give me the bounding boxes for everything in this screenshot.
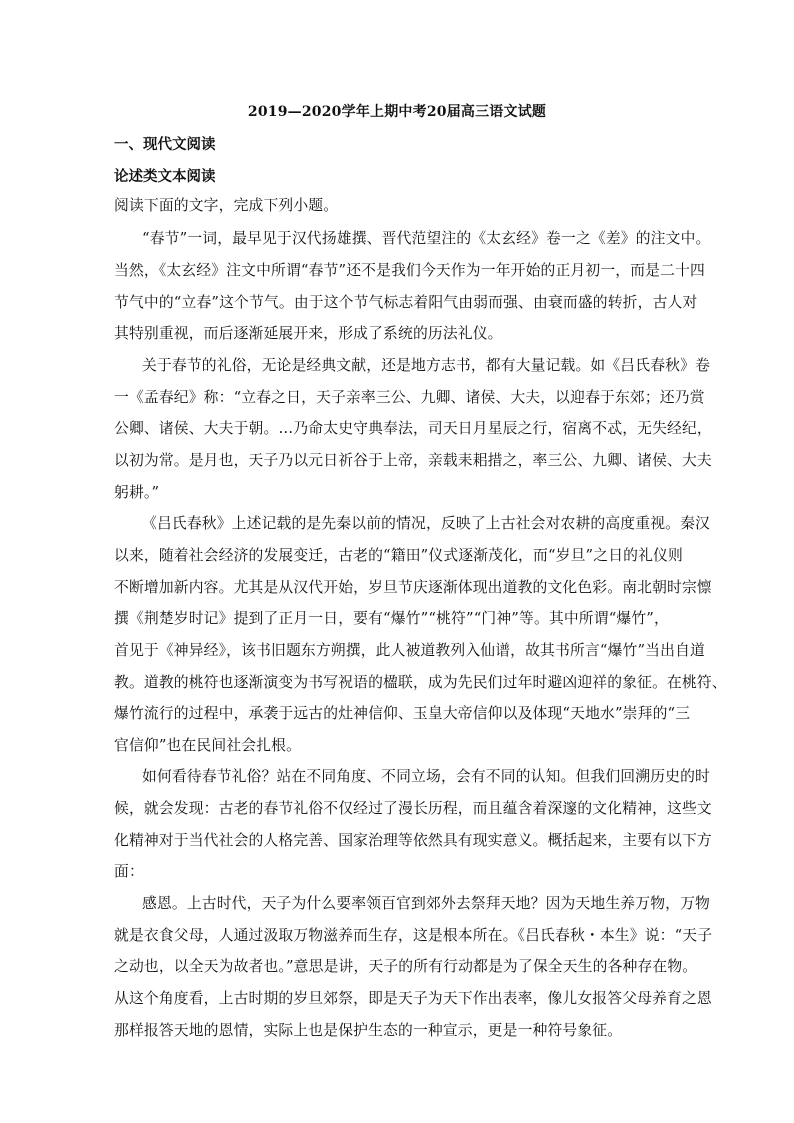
text-line: 其特别重视，而后逐渐延展开来，形成了系统的历法礼仪。 xyxy=(114,325,503,342)
text-line: “春节”一词，最早见于汉代扬雄撰、晋代范望注的《太玄经》卷一之《差》的注文中。 xyxy=(142,230,711,247)
text-line: 之动也，以全天为故者也。”意思是讲，天子的所有行动都是为了保全天生的各种存在物。 xyxy=(114,958,698,975)
text-line: 当然，《太玄经》注文中所谓“春节”还不是我们今天作为一年开始的正月初一，而是二十四 xyxy=(114,262,705,279)
text-line: 化精神对于当代社会的人格完善、国家治理等依然具有现实意义。概括起来，主要有以下方 xyxy=(114,832,712,849)
text-line: 如何看待春节礼俗？站在不同角度、不同立场，会有不同的认知。但我们回溯历史的时 xyxy=(142,768,710,785)
text-line: 一《孟春纪》称：“立春之日，天子亲率三公、九卿、诸侯、大夫，以迎春于东郊；还乃赏 xyxy=(114,389,705,406)
text-line: 官信仰”也在民间社会扎根。 xyxy=(114,737,302,754)
text-line: 不断增加新内容。尤其是从汉代开始，岁旦节庆逐渐体现出道教的文化色彩。南北朝时宗懔 xyxy=(114,579,712,596)
text-line: 以初为常。是月也，天子乃以元日祈谷于上帝，亲载耒耜措之，率三公、九卿、诸侯、大夫 xyxy=(114,452,712,469)
subsection-heading: 论述类文本阅读 xyxy=(114,168,216,185)
text-line: 教。道教的桃符也逐渐演变为书写祝语的楹联，成为先民们过年时避凶迎祥的象征。在桃符、 xyxy=(114,674,727,691)
text-line: 关于春节的礼俗，无论是经典文献，还是地方志书，都有大量记载。如《吕氏春秋》卷 xyxy=(142,357,710,374)
text-line: 节气中的“立春”这个节气。由于这个节气标志着阳气由弱而强、由衰而盛的转折，古人对 xyxy=(114,294,698,311)
text-line: 公卿、诸侯、大夫于朝。…乃命太史守典奉法，司天日月星辰之行，宿离不忒，无失经纪， xyxy=(114,420,712,437)
text-line: 首见于《神异经》，该书旧题东方朔撰，此人被道教列入仙谱，故其书所言“爆竹”当出自道 xyxy=(114,642,705,659)
text-line: 《吕氏春秋》上述记载的是先秦以前的情况，反映了上古社会对农耕的高度重视。秦汉 xyxy=(142,515,710,532)
text-line: 爆竹流行的过程中，承袭于远古的灶神信仰、玉皇大帝信仰以及体现“天地水”崇拜的“三 xyxy=(114,705,691,722)
text-line: 撰《荆楚岁时记》提到了正月一日，要有“爆竹”“桃符”“门神”等。其中所谓“爆竹”， xyxy=(114,610,669,627)
instruction-text: 阅读下面的文字，完成下列小题。 xyxy=(114,197,339,214)
text-line: 候，就会发现：古老的春节礼俗不仅经过了漫长历程，而且蕴含着深邃的文化精神，这些文 xyxy=(114,800,712,817)
text-line: 从这个角度看，上古时期的岁旦郊祭，即是天子为天下作出表率，像儿女报答父母养育之恩 xyxy=(114,990,712,1007)
text-line: 躬耕。” xyxy=(114,484,160,501)
text-line: 就是衣食父母，人通过汲取万物滋养而生存，这是根本所在。《吕氏春秋・本生》说：“天子 xyxy=(114,927,713,944)
text-line: 感恩。上古时代，天子为什么要率领百官到郊外去祭拜天地？因为天地生养万物，万物 xyxy=(142,895,710,912)
text-line: 面： xyxy=(114,863,144,880)
document-title: 2019—2020学年上期中考20届高三语文试题 xyxy=(247,104,547,120)
text-line: 以来，随着社会经济的发展变迁，古老的“籍田”仪式逐渐茂化，而“岁旦”之日的礼仪则 xyxy=(114,547,683,564)
text-line: 那样报答天地的恩情，实际上也是保护生态的一种宣示，更是一种符号象征。 xyxy=(114,1022,623,1039)
section-heading: 一、现代文阅读 xyxy=(114,136,216,153)
